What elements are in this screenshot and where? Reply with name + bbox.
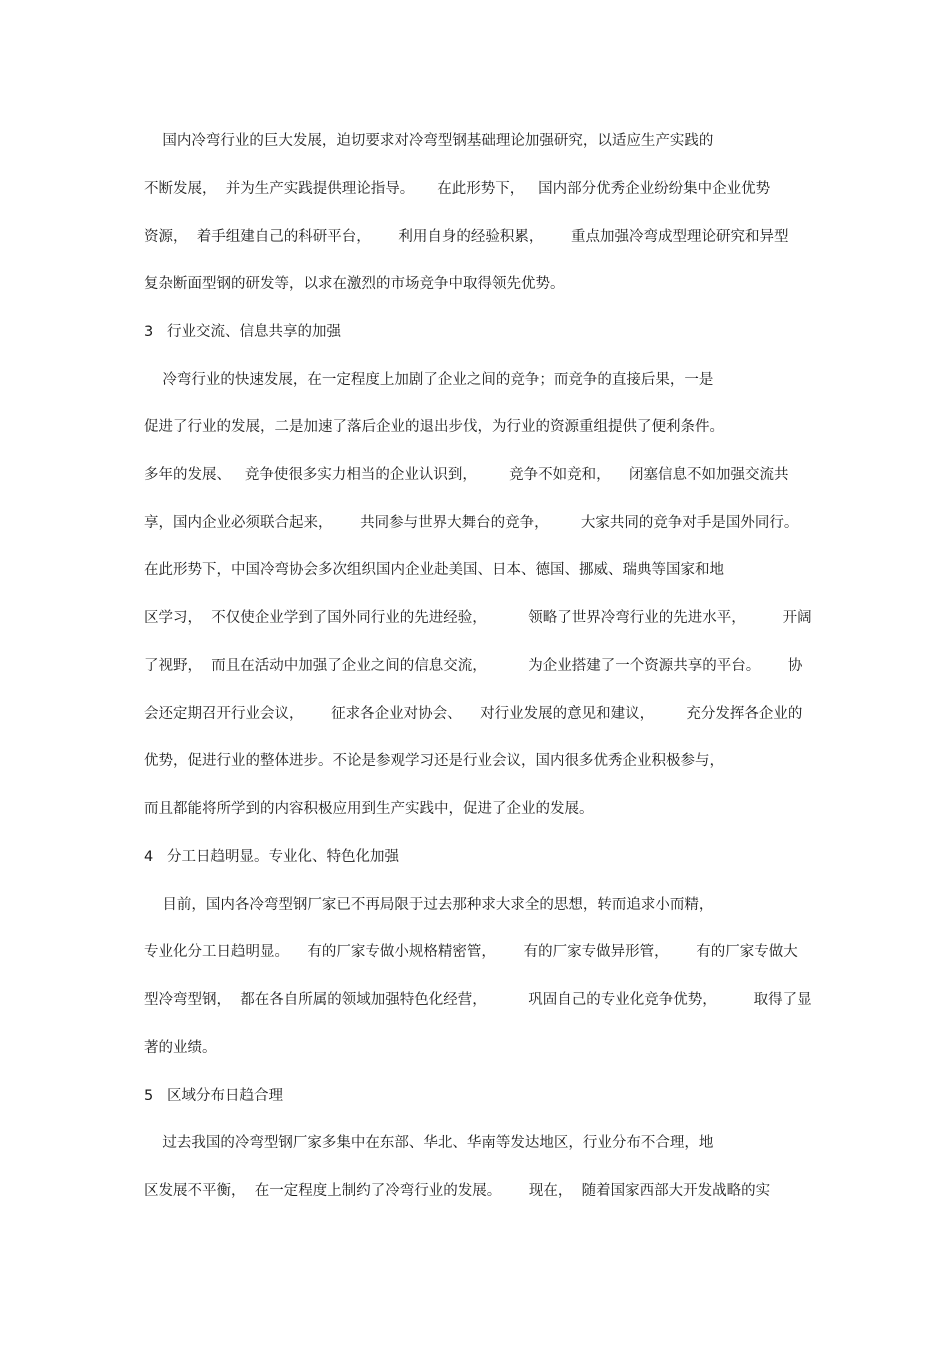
paragraph-line: 在此形势下，中国冷弯协会多次组织国内企业赴美国、日本、德国、挪威、瑞典等国家和地 [144, 562, 724, 578]
paragraph-line: 会还定期召开行业会议， 征求各企业对协会、 对行业发展的意见和建议， 充分发挥各企业的 [144, 706, 803, 722]
paragraph-line: 多年的发展、 竞争使很多实力相当的企业认识到， 竞争不如竞和， 闭塞信息不如加强交流共 [144, 467, 789, 483]
section-heading: 4 分工日趋明显。专业化、特色化加强 [144, 849, 400, 865]
paragraph-line: 促进了行业的发展，二是加速了落后企业的退出步伐，为行业的资源重组提供了便利条件。 [144, 419, 724, 435]
paragraph-line: 复杂断面型钢的研发等，以求在激烈的市场竞争中取得领先优势。 [144, 276, 565, 292]
paragraph-line: 型冷弯型钢， 都在各自所属的领域加强特色化经营， 巩固自己的专业化竞争优势， 取得了显 [144, 992, 812, 1008]
paragraph-line: 国内冷弯行业的巨大发展，迫切要求对冷弯型钢基础理论加强研究，以适应生产实践的 [144, 133, 714, 149]
paragraph-line: 了视野， 而且在活动中加强了企业之间的信息交流， 为企业搭建了一个资源共享的平台。 协 [144, 658, 803, 674]
paragraph-line: 目前，国内各冷弯型钢厂家已不再局限于过去那种求大求全的思想，转而追求小而精， [144, 897, 714, 913]
paragraph-line: 不断发展， 并为生产实践提供理论指导。 在此形势下， 国内部分优秀企业纷纷集中企业优势 [144, 181, 771, 197]
section-heading: 5 区域分布日趋合理 [144, 1088, 284, 1104]
paragraph-line: 享，国内企业必须联合起来， 共同参与世界大舞台的竞争， 大家共同的竞争对手是国外同行。 [144, 515, 799, 531]
section-heading: 3 行业交流、信息共享的加强 [144, 324, 342, 340]
paragraph-line: 区学习， 不仅使企业学到了国外同行业的先进经验， 领略了世界冷弯行业的先进水平， 开阔 [144, 610, 812, 626]
paragraph-line: 专业化分工日趋明显。 有的厂家专做小规格精密管， 有的厂家专做异形管， 有的厂家专做大 [144, 944, 798, 960]
paragraph-line: 冷弯行业的快速发展，在一定程度上加剧了企业之间的竞争；而竞争的直接后果，一是 [144, 372, 714, 388]
paragraph-line: 过去我国的冷弯型钢厂家多集中在东部、华北、华南等发达地区，行业分布不合理，地 [144, 1135, 714, 1151]
paragraph-line: 而且都能将所学到的内容积极应用到生产实践中，促进了企业的发展。 [144, 801, 594, 817]
paragraph-line: 优势，促进行业的整体进步。不论是参观学习还是行业会议，国内很多优秀企业积极参与， [144, 753, 724, 769]
paragraph-line: 区发展不平衡， 在一定程度上制约了冷弯行业的发展。 现在， 随着国家西部大开发战略的实 [144, 1183, 771, 1199]
paragraph-line: 资源， 着手组建自己的科研平台， 利用自身的经验积累， 重点加强冷弯成型理论研究和异型 [144, 229, 789, 245]
paragraph-line: 著的业绩。 [144, 1040, 217, 1056]
